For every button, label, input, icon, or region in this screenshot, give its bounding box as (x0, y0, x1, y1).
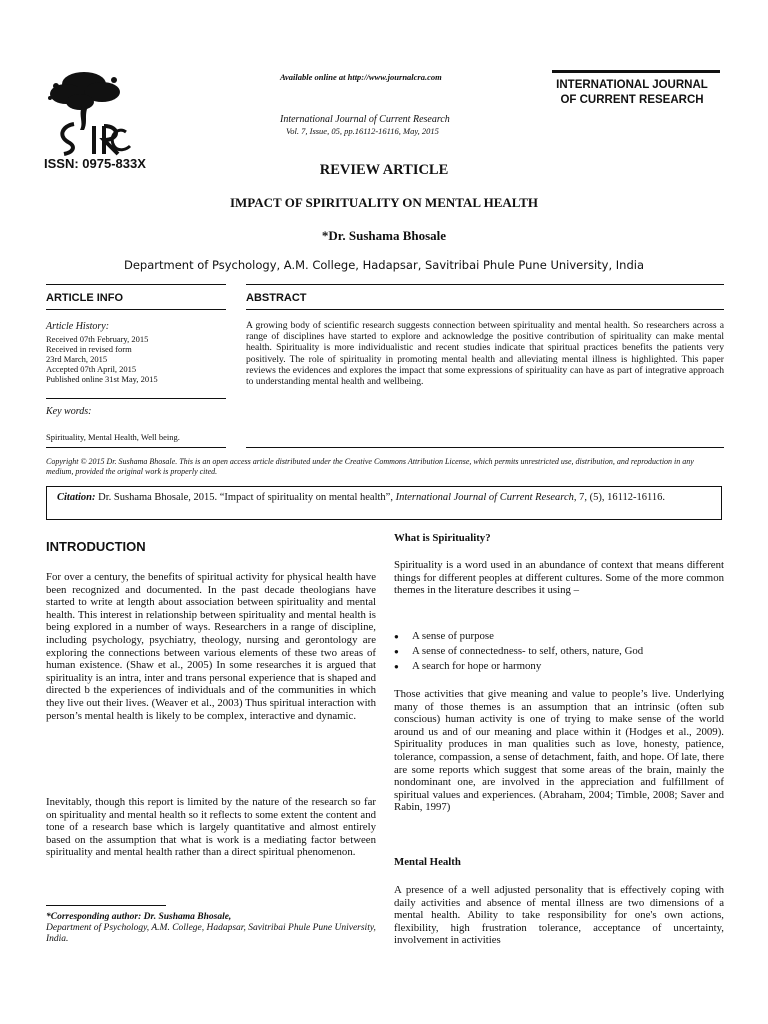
history-item: 23rd March, 2015 (46, 354, 108, 364)
spirituality-paragraph-2: Those activities that give meaning and value to people’s live. Underlying many of those themes is an assumption that an intrinsic (often sub conscious) human activity is one of trying to make sense of the world around us and of our meaning and place within it (Hodges et al., 2009). Spirituality produces in man qualities such as love, honesty, patience, tolerance, compassion, a sense of detachment, faith, and hope. Of late, there are some reports which suggest that some areas of the brain, mainly the nondominant one, are involved in the appreciation and fulfillment of spiritual values and experiences. (Abraham, 2004; Timble, 2008; Saver and Rabin, 1997) (394, 688, 724, 814)
abstract-heading: ABSTRACT (246, 292, 307, 304)
citation-box (46, 486, 722, 520)
volume-info: Vol. 7, Issue, 05, pp.16112-16116, May, 2015 (286, 126, 439, 136)
journal-box-line2: OF CURRENT RESEARCH (560, 94, 704, 106)
divider (46, 398, 226, 399)
corresponding-author (46, 912, 376, 945)
history-item: Received in revised form (46, 344, 132, 354)
spirituality-paragraph-1: Spirituality is a word used in an abundance of context that means different things for different peoples at different cultures. Some of the more common themes in the literature describes it using – (394, 559, 724, 597)
article-info-heading: ARTICLE INFO (46, 292, 123, 304)
mental-health-paragraph: A presence of a well adjusted personality that is effectively coping with daily activities and absence of mental illness are two dimensions of a mental health. Ability to take responsibility for one's own actions, flexibility, high frustration tolerance, acceptance of uncertainty, involvement in activities (394, 884, 724, 947)
divider (246, 447, 724, 448)
citation-tail: , 7, (5), 16112-16116. (573, 492, 665, 503)
intro-paragraph-1: For over a century, the benefits of spiritual activity for physical health have been recognized and documented. In the past decade theologians have started to write at length about association between spirituality and mental health. This interest in relationship between spirituality and mental health is being explored in a number of ways. Researchers in a range of discipline, including psychology, psychiatry, theology, nursing and gerontology are exploring the connections between various elements of these two areas of human existence. (Shaw et al., 2005) In some researches it is argued that spirituality is an intra, inter and trans personal experience that is shaped and directed b the experiences of individuals and of the communities in which they live out their lives. (Weaver et al., 2003) Thus spiritual interaction with person’s mental health is likely to be complex, interactive and dynamic. (46, 571, 376, 722)
copyright-notice: Copyright © 2015 Dr. Sushama Bhosale. This is an open access article distributed under the Creative Commons Attribution License, which permits unrestricted use, distribution, and reproduction in any medium, provided the original work is properly cited. (46, 457, 694, 476)
citation-text: Dr. Sushama Bhosale, 2015. “Impact of spirituality on mental health”, (95, 492, 396, 503)
introduction-heading: INTRODUCTION (46, 539, 146, 554)
footnote-divider (46, 905, 166, 906)
intro-paragraph-2: Inevitably, though this report is limited by the nature of the research so far on spirituality and mental health so it reflects to some extent the content and tone of a research base which is largely quantitative and almost entirely based on the assumption that what is work is a mediating factor between spirituality and mental health rather than a direct spiritual phenomenon. (46, 796, 376, 859)
article-type: REVIEW ARTICLE (319, 162, 449, 178)
what-is-spirituality-heading: What is Spirituality? (394, 532, 491, 544)
article-title: IMPACT OF SPIRITUALITY ON MENTAL HEALTH (229, 195, 539, 210)
citation-journal: International Journal of Current Research (395, 492, 574, 503)
journal-box-line1: INTERNATIONAL JOURNAL (556, 79, 708, 91)
tree-logo-icon (44, 66, 140, 158)
list-item: ● A sense of purpose (394, 629, 724, 644)
list-item: ● A search for hope or harmony (394, 659, 724, 674)
divider (46, 284, 226, 285)
citation-label: Citation: (57, 492, 96, 503)
history-item: Accepted 07th April, 2015 (46, 364, 137, 374)
history-label: Article History: (46, 321, 110, 332)
keywords: Spirituality, Mental Health, Well being. (46, 432, 180, 442)
history-item: Received 07th February, 2015 (46, 334, 149, 344)
issn: ISSN: 0975-833X (44, 156, 146, 171)
divider (246, 284, 724, 285)
mental-health-heading: Mental Health (394, 856, 461, 868)
journal-name: International Journal of Current Research (280, 114, 450, 125)
abstract-text: A growing body of scientific research suggests connection between spirituality and mental health. So researchers across a range of disciplines have started to explore and acknowledge the positive contribution of spirituality can make mental health. Spirituality is more individualistic and recent studies indicate that spiritual practices benefits the patients very positively. The role of spirituality in promoting mental health and alleviating mental illness is highlighted. This paper reviews the evidences and explores the impact that some expressions of spirituality can have as part of integrative approach to understanding mental health and wellbeing. (246, 320, 724, 388)
corresponding-address: Department of Psychology, A.M. College, Hadapsar, Savitribai Phule Pune University, India. (46, 923, 376, 944)
spirituality-themes-list (394, 629, 724, 674)
department: Department of Psychology, A.M. College, Hadapsar, Savitribai Phule Pune University, India (124, 258, 644, 272)
journal-box (544, 78, 720, 108)
corresponding-author-name: *Corresponding author: Dr. Sushama Bhosale, (46, 912, 232, 922)
list-item: ● A sense of connectedness- to self, others, nature, God (394, 644, 724, 659)
history-item: Published online 31st May, 2015 (46, 374, 158, 384)
article-history (46, 321, 226, 384)
divider (246, 309, 724, 310)
divider (46, 309, 226, 310)
available-online: Available online at http://www.journalcra.com (280, 72, 442, 82)
divider (46, 447, 226, 448)
keywords-label: Key words: (46, 406, 92, 417)
author: *Dr. Sushama Bhosale (321, 228, 447, 243)
